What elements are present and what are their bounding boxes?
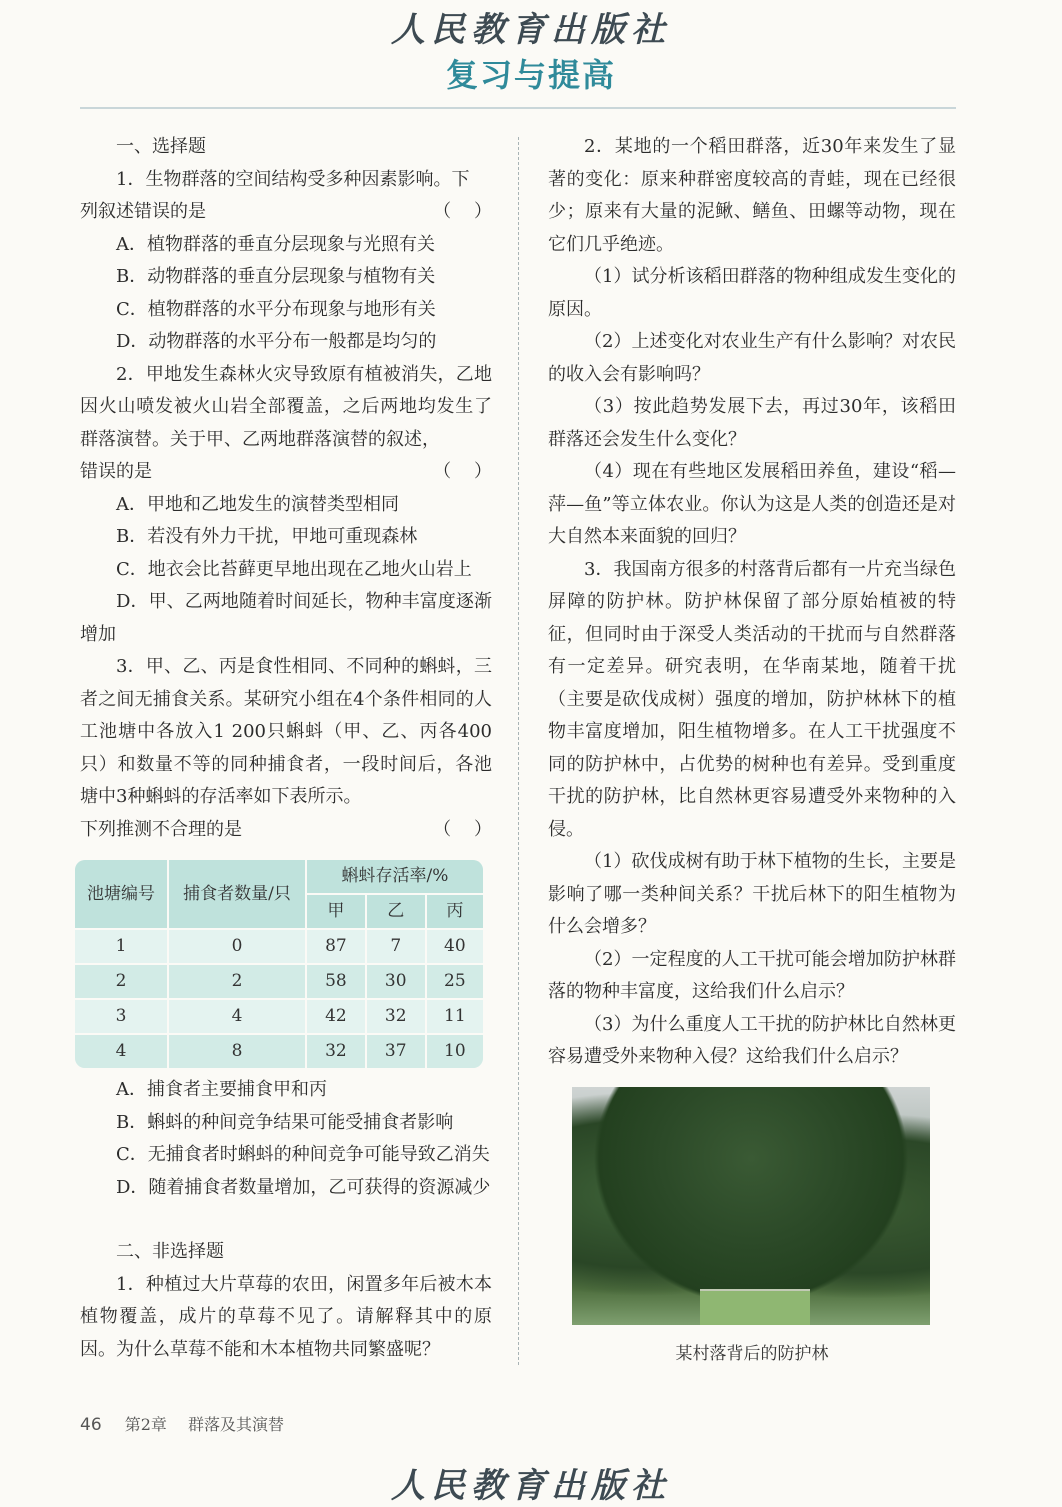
cell-pond: 3 <box>75 999 168 1034</box>
nq1-text: 1．种植过大片草莓的农田，闲置多年后被木本植物覆盖，成片的草莓不见了。请解释其中的原因。为什么草莓不能和木本植物共同繁盛呢？ <box>80 1273 492 1360</box>
table-row <box>75 964 483 999</box>
nq2-sub-1: （1）试分析该稻田群落的物种组成发生变化的原因。 <box>548 266 956 320</box>
nq2-stem: 2．某地的一个稻田群落，近30年来发生了显著的变化：原来种群密度较高的青蛙，现在已经很少；原来有大量的泥鳅、鳝鱼、田螺等动物，现在它们几乎绝迹。 <box>548 136 956 255</box>
cell-yi: 37 <box>366 1034 426 1068</box>
q3-option-b: B．蝌蚪的种间竞争结果可能受捕食者影响 <box>116 1111 454 1133</box>
cell-bing: 10 <box>426 1034 483 1068</box>
left-column <box>80 131 492 1366</box>
q1-option-c: C．植物群落的水平分布现象与地形有关 <box>116 298 436 320</box>
header-rule <box>80 107 956 109</box>
cell-yi: 30 <box>366 964 426 999</box>
q2-stem-line <box>80 456 492 489</box>
cell-pond: 1 <box>75 929 168 964</box>
nq2-sub-3: （3）按此趋势发展下去，再过30年，该稻田群落还会发生什么变化？ <box>548 396 956 450</box>
cell-jia: 87 <box>306 929 366 964</box>
q3-option-a: A．捕食者主要捕食甲和丙 <box>116 1079 327 1100</box>
q1-stem-end: 列叙述错误的是 <box>80 201 206 222</box>
nq3-sub-2: （2）一定程度的人工干扰可能会增加防护林群落的物种丰富度，这给我们什么启示？ <box>548 948 956 1002</box>
header-species-yi: 乙 <box>366 894 426 929</box>
survival-table-grid <box>75 860 483 1068</box>
part1-heading: 一、选择题 <box>116 136 206 157</box>
chapter-title: 群落及其演替 <box>188 1415 285 1434</box>
q3-option-c: C．无捕食者时蝌蚪的种间竞争可能导致乙消失 <box>116 1144 490 1165</box>
q3-stem-end: 下列推测不合理的是 <box>80 818 242 840</box>
header-survival: 蝌蚪存活率/% <box>306 860 483 894</box>
nq3-stem: 3．我国南方很多的村落背后都有一片充当绿色屏障的防护林。防护林保留了部分原始植被的特征，但同时由于深受人类活动的干扰而与自然群落有一定差异。研究表明，在华南某地，随着干扰（主要是砍伐成树）强度的增加，防护林林下的植物丰富度增加，阳生植物增多。在人工干扰强度不同的防护林中，占优势的树种也有差异。受到重度干扰的防护林，比自然林更容易遭受外来物种的入侵。 <box>548 558 956 840</box>
q2-option-d: D．甲、乙两地随着时间延长，物种丰富度逐渐增加 <box>80 591 492 645</box>
section-gap <box>80 1204 492 1236</box>
q2-option-a: A．甲地和乙地发生的演替类型相同 <box>116 493 399 515</box>
cell-bing: 25 <box>426 964 483 999</box>
cell-jia: 42 <box>306 999 366 1034</box>
q1-option-a: A．植物群落的垂直分层现象与光照有关 <box>116 233 435 255</box>
column-divider <box>518 137 519 1365</box>
nq2-sub-4: （4）现在有些地区发展稻田养鱼，建设“稻—萍—鱼”等立体农业。你认为这是人类的创造还是对大自然本来面貌的回归？ <box>548 461 956 547</box>
cell-bing: 11 <box>426 999 483 1034</box>
cell-predator: 0 <box>168 929 306 964</box>
header-species-jia: 甲 <box>306 894 366 929</box>
field-patch <box>700 1289 810 1325</box>
publisher-logo-bottom: 人民教育出版社 <box>391 1466 671 1506</box>
q3-stem-line <box>80 814 492 847</box>
cell-pond: 2 <box>75 964 168 999</box>
cell-jia: 58 <box>306 964 366 999</box>
cell-yi: 7 <box>366 929 426 964</box>
cell-predator: 4 <box>168 999 306 1034</box>
part2-heading: 二、非选择题 <box>116 1241 224 1262</box>
forest-photo <box>572 1087 930 1325</box>
q2-option-b: B．若没有外力干扰，甲地可重现森林 <box>116 526 418 547</box>
right-column <box>548 131 956 1074</box>
nq3-sub-1: （1）砍伐成树有助于林下植物的生长，主要是影响了哪一类种间关系？干扰后林下的阳生植物为什么会增多？ <box>548 851 956 937</box>
table-row <box>75 999 483 1034</box>
cell-yi: 32 <box>366 999 426 1034</box>
q1-option-d: D．动物群落的水平分布一般都是均匀的 <box>116 331 437 352</box>
survival-table <box>75 860 483 1068</box>
q2-stem-end: 错误的是 <box>80 461 152 482</box>
cell-predator: 2 <box>168 964 306 999</box>
cell-jia: 32 <box>306 1034 366 1068</box>
section-title: 复习与提高 <box>445 56 616 94</box>
q2-option-c: C．地衣会比苔藓更早地出现在乙地火山岩上 <box>116 558 472 580</box>
header-species-bing: 丙 <box>426 894 483 929</box>
cell-pond: 4 <box>75 1034 168 1068</box>
page-footer <box>80 1412 284 1435</box>
publisher-logo-top: 人民教育出版社 <box>391 10 671 50</box>
chapter-label: 第2章 <box>124 1415 167 1434</box>
cell-bing: 40 <box>426 929 483 964</box>
photo-caption: 某村落背后的防护林 <box>675 1344 829 1364</box>
q3-option-d: D．随着捕食者数量增加，乙可获得的资源减少 <box>116 1176 491 1198</box>
q2-answer-paren: （ ） <box>433 461 492 482</box>
q1-stem-line <box>80 196 492 229</box>
header-pond: 池塘编号 <box>75 860 168 929</box>
nq3-sub-3: （3）为什么重度人工干扰的防护林比自然林更容易遭受外来物种入侵？这给我们什么启示？ <box>548 1013 956 1067</box>
table-row <box>75 1034 483 1068</box>
cell-predator: 8 <box>168 1034 306 1068</box>
q1-option-b: B．动物群落的垂直分层现象与植物有关 <box>116 266 436 287</box>
table-row <box>75 929 483 964</box>
q1-stem: 1．生物群落的空间结构受多种因素影响。下 <box>116 168 470 190</box>
q1-answer-paren: （ ） <box>433 201 492 222</box>
nq2-sub-2: （2）上述变化对农业生产有什么影响？对农民的收入会有影响吗？ <box>548 331 956 385</box>
header-predator: 捕食者数量/只 <box>168 860 306 929</box>
q3-stem: 3．甲、乙、丙是食性相同、不同种的蝌蚪，三者之间无捕食关系。某研究小组在4个条件相同的人工池塘中各放入1 200只蝌蚪（甲、乙、丙各400只）和数量不等的同种捕食者，一段时间后，各池塘中3种蝌蚪的存活率如下表所示。 <box>80 656 492 807</box>
q2-stem: 2．甲地发生森林火灾导致原有植被消失，乙地因火山喷发被火山岩全部覆盖，之后两地均发生了群落演替。关于甲、乙两地群落演替的叙述， <box>80 363 492 450</box>
page-number: 46 <box>80 1415 102 1435</box>
q3-answer-paren: （ ） <box>433 818 492 840</box>
